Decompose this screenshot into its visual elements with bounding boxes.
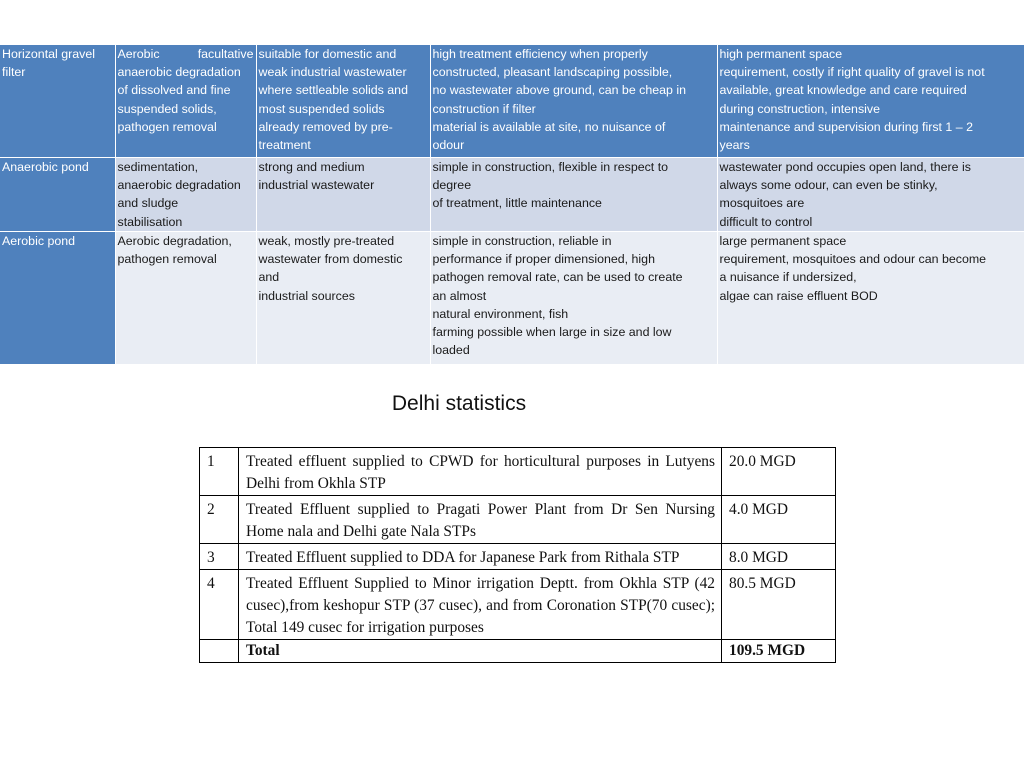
- cell-line: of treatment, little maintenance: [432, 196, 602, 211]
- cell-line: during construction, intensive: [719, 101, 880, 116]
- row-number-cell: 1: [200, 448, 239, 496]
- cell-line: no wastewater above ground, can be cheap in: [432, 83, 686, 98]
- cell-line: and sludge: [117, 196, 179, 211]
- cell-line: requirement, costly if right quality of gravel is not: [719, 65, 985, 80]
- table-row: [0, 158, 1024, 232]
- process-cell: [115, 45, 256, 158]
- row-number-cell: 4: [200, 570, 239, 640]
- cell-line: performance if proper dimensioned, high: [432, 252, 655, 267]
- cell-line: loaded: [432, 343, 470, 358]
- advantages-cell: [430, 45, 717, 158]
- table-row: [200, 448, 836, 496]
- delhi-statistics-body: [200, 448, 836, 663]
- cell-line: odour: [432, 138, 465, 153]
- quantity-cell: 20.0 MGD: [722, 448, 836, 496]
- cell-line: Aerobic facultative anaerobic degradation: [117, 47, 254, 80]
- advantages-cell: [430, 232, 717, 365]
- total-label: Total: [239, 640, 722, 663]
- cell-line: weak, mostly pre-treated: [258, 234, 395, 248]
- cell-line: stabilisation: [117, 214, 183, 229]
- description-cell: Treated Effluent Supplied to Minor irrigation Deptt. from Okhla STP (42 cusec),from keshopur STP (37 cusec), and from Coronation STP(70 cusec); Total 149 cusec for irrigation purposes: [239, 570, 722, 640]
- cell-line: sedimentation,: [117, 160, 199, 174]
- cell-line: maintenance and supervision during first 1 – 2: [719, 119, 973, 134]
- cell-line: years: [719, 138, 750, 153]
- cell-line: pathogen removal: [117, 252, 217, 267]
- cell-line: strong and medium: [258, 160, 365, 174]
- suitable-for-cell: [256, 158, 430, 232]
- cell-line: algae can raise effluent BOD: [719, 288, 878, 303]
- cell-line: already removed by pre-: [258, 119, 393, 134]
- cell-line: pathogen removal: [117, 119, 217, 134]
- empty-cell: [200, 640, 239, 663]
- cell-line: weak industrial wastewater: [258, 65, 407, 80]
- quantity-cell: 80.5 MGD: [722, 570, 836, 640]
- table-row: [200, 496, 836, 544]
- cell-line: high permanent space: [719, 47, 843, 61]
- cell-line: degree: [432, 178, 472, 193]
- technology-name-cell: Horizontal gravel filter: [0, 45, 115, 158]
- treatment-comparison-body: [0, 45, 1024, 365]
- table-row: [0, 45, 1024, 158]
- cell-line: construction if filter: [432, 101, 536, 116]
- disadvantages-cell: [717, 45, 1024, 158]
- cell-line: suspended solids,: [117, 101, 217, 116]
- cell-line: where settleable solids and: [258, 83, 408, 98]
- table-row: [200, 570, 836, 640]
- cell-line: mosquitoes are: [719, 196, 805, 211]
- row-number-cell: 3: [200, 544, 239, 570]
- delhi-statistics-table: [199, 447, 836, 663]
- cell-line: material is available at site, no nuisance of: [432, 119, 666, 134]
- quantity-cell: 4.0 MGD: [722, 496, 836, 544]
- description-cell: Treated Effluent supplied to Pragati Power Plant from Dr Sen Nursing Home nala and Delhi gate Nala STPs: [239, 496, 722, 544]
- cell-line: high treatment efficiency when properly: [432, 47, 648, 61]
- cell-line: requirement, mosquitoes and odour can become: [719, 252, 987, 267]
- section-heading: Delhi statistics: [391, 392, 527, 415]
- suitable-for-cell: [256, 45, 430, 158]
- cell-line: difficult to control: [719, 214, 813, 229]
- cell-line: natural environment, fish: [432, 306, 569, 321]
- cell-line: suitable for domestic and: [258, 47, 397, 61]
- technology-name-cell: Aerobic pond: [0, 232, 115, 365]
- cell-line: large permanent space: [719, 234, 847, 248]
- cell-line: simple in construction, reliable in: [432, 234, 612, 248]
- process-cell: [115, 232, 256, 365]
- total-value: 109.5 MGD: [722, 640, 836, 663]
- disadvantages-cell: [717, 232, 1024, 365]
- cell-line: simple in construction, flexible in respect to: [432, 160, 669, 174]
- description-cell: Treated effluent supplied to CPWD for horticultural purposes in Lutyens Delhi from Okhla STP: [239, 448, 722, 496]
- cell-line: farming possible when large in size and low: [432, 325, 672, 340]
- cell-line: industrial sources: [258, 288, 355, 303]
- cell-line: wastewater pond occupies open land, there is: [719, 160, 971, 174]
- cell-line: constructed, pleasant landscaping possible,: [432, 65, 673, 80]
- disadvantages-cell: [717, 158, 1024, 232]
- technology-name-cell: Anaerobic pond: [0, 158, 115, 232]
- cell-line: a nuisance if undersized,: [719, 270, 857, 285]
- cell-line: always some odour, can even be stinky,: [719, 178, 938, 193]
- cell-line: wastewater from domestic: [258, 252, 403, 267]
- cell-line: pathogen removal rate, can be used to create: [432, 270, 683, 285]
- cell-line: available, great knowledge and care required: [719, 83, 967, 98]
- cell-line: most suspended solids: [258, 101, 385, 116]
- cell-line: industrial wastewater: [258, 178, 375, 193]
- cell-line: an almost: [432, 288, 487, 303]
- cell-line: and: [258, 270, 280, 285]
- cell-line: of dissolved and fine: [117, 83, 231, 98]
- cell-line: Aerobic degradation,: [117, 234, 232, 248]
- table-row: [0, 232, 1024, 365]
- treatment-comparison-table: [0, 45, 1024, 365]
- advantages-cell: [430, 158, 717, 232]
- total-row: [200, 640, 836, 663]
- quantity-cell: 8.0 MGD: [722, 544, 836, 570]
- row-number-cell: 2: [200, 496, 239, 544]
- process-cell: [115, 158, 256, 232]
- suitable-for-cell: [256, 232, 430, 365]
- cell-line: treatment: [258, 138, 311, 153]
- description-cell: Treated Effluent supplied to DDA for Japanese Park from Rithala STP: [239, 544, 722, 570]
- table-row: [200, 544, 836, 570]
- cell-line: anaerobic degradation: [117, 178, 241, 193]
